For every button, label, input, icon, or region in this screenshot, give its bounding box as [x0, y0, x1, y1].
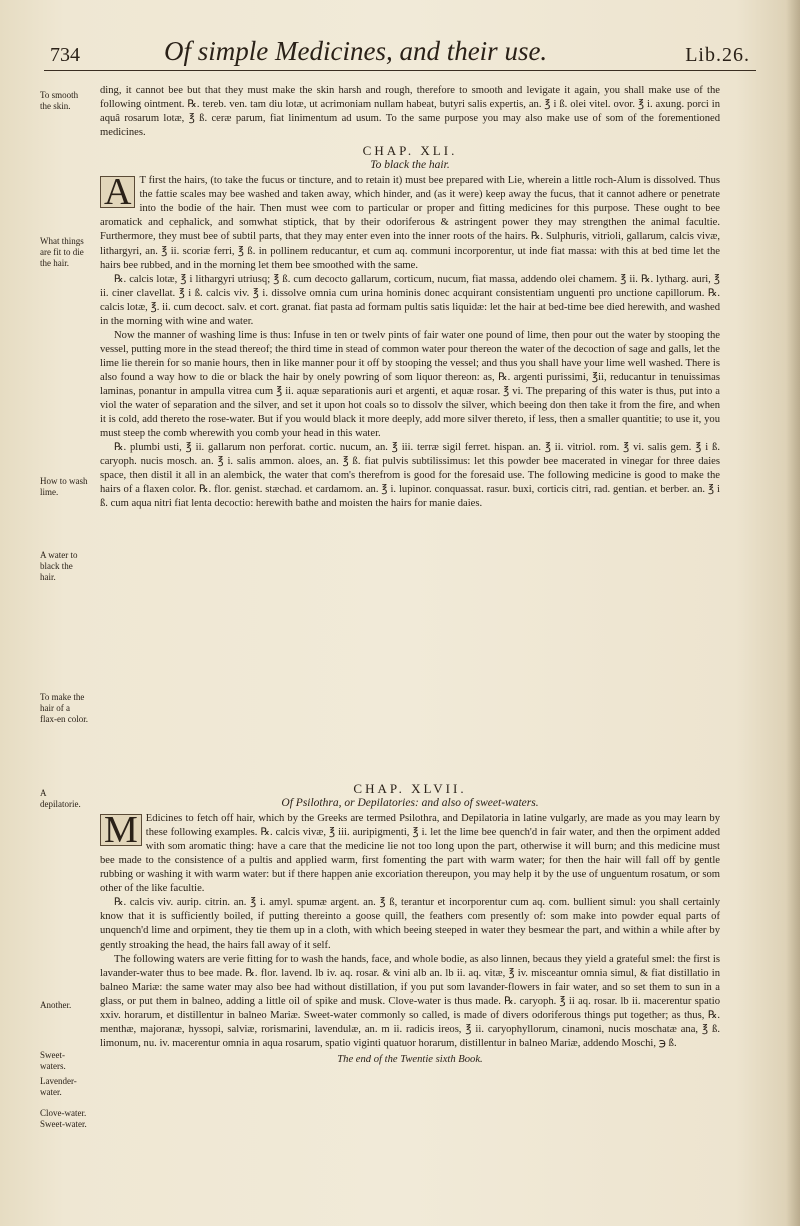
- book-reference: Lib.26.: [685, 44, 750, 66]
- text-block: [100, 84, 720, 511]
- paragraph: The following waters are verie fitting for to wash the hands, face, and whole bodie, as also linnen, becaus they yield a grateful smel: the first is lavander-water thus to bee made. ℞. flor. lavend. lb iv. aq. rosar. & vini alb an. lb ii. aq. vitæ, ℥ iv. misceantur omnia simul, & fiat distillatio in balneo Mariæ: the same water may also bee had without distillation, if you put som lavander-flowers in fair water, and so set them to sun in a glass, or put them in balneo, adding a little oil of spike and musk. Clove-water is thus made. ℞. caryoph. ℥ ii aq. rosar. lb ii. macerentur spatio xxiv. horarum, et distillentur in balneo Mariæ. Sweet-water commonly so called, is made of divers odoriferous things put together; as thus, ℞. menthæ, majoranæ, hyssopi, salviæ, rorismarini, lavendulæ, an. m ii. radicis ireos, ℥ ii. caryophyllorum, cinamoni, nucis moschatæ ana, ℥ ß. limonum, nu. iv. macerentur omnia in aqua rosarum, spatio viginti quatuor horarum, distillentur in balneo Mariæ, addendo Moschi, ℈ ß.: [100, 953, 720, 1049]
- margin-note: Another.: [40, 1000, 72, 1010]
- margin-note: A water to black the hair.: [40, 550, 78, 582]
- paragraph: ding, it cannot bee but that they must make the skin harsh and rough, therefore to smooth and levigate it again, you shall make use of the following ointment. ℞. tereb. ven. tam diu lotæ, ut acrimoniam nullam habeat, butyri salis expertis, an. ℥ i ß. olei vitel. ovor. ℥ i. axung. porci in aquâ rosarum lotæ, ℥ ß. ceræ parum, fiat linimentum ad usum. To the same purpose you may also make use of som of the forementioned medicines.: [100, 85, 720, 139]
- page-header: [44, 30, 756, 71]
- margin-note: How to wash lime.: [40, 476, 88, 497]
- paragraph-text: Edicines to fetch off hair, which by the Greeks are termed Psilothra, and Depilatoria in latine vulgarly, are made as you may learn by these following examples. ℞. calcis vivæ, ℥ iii. auripigmenti, ℥ i. let the lime bee quench'd in fair water, and then the orpiment added with som aromatic thing: have a care that the medicine lie not too long upon the part, otherwise it will burn; and this medicine must bee made to the consistence of a pultis and applied warm, first fomenting the part with warm water; for then the hair will fall off by gentle rubbing or washing it with warm water: but if there happen anie excoriation thereupon, you may help it by the use of unguentum rosatum, or som other of the like facultie.: [100, 813, 720, 895]
- paragraph: [100, 809, 720, 896]
- margin-note: A depilatorie.: [40, 788, 81, 809]
- drop-cap: A: [100, 176, 135, 208]
- paragraph: Now the manner of washing lime is thus: Infuse in ten or twelv pints of fair water one pound of lime, then pour out the water by stooping the vessel, putting more in the stead thereof; the third time in stead of common water pour thereon the water of the decoction of sage and galls, let the lime lie therein for so manie hours, then in like manner pour it off by stooping the vessel; and thus you shall have your lime well washed. There is also found a way how to die or black the hair by onely powring of som liquor thereon: as, ℞. argenti purissimi, ℥ii, reducantur in tenuissimas laminas, ponantur in ampulla vitrea cum ℥ ii. aquæ separationis auri et argenti, et aquæ rosar. ℥ vi. The preparing of this water is thus, put into a viol the water of separation and the silver, and set it upon hot coals so to dissolv the silver, which beeing don then take it from the fire, and when it is cold, add thereto the rose-water. But if you would black it more deeply, add more silver thereto, if less, then a smaller quantitie; to use it, you must steep the comb wherewith you comb your head in this water.: [100, 329, 720, 440]
- running-title: Of simple Medicines, and their use.: [164, 36, 548, 66]
- drop-cap: M: [100, 814, 142, 846]
- chapter-subtitle: Of Psilothra, or Depilatories: and also of sweet-waters.: [281, 797, 539, 810]
- margin-note: Clove-water. Sweet-water.: [40, 1108, 87, 1129]
- margin-note: Sweet-waters.: [40, 1050, 66, 1071]
- paragraph: ℞. plumbi usti, ℥ ii. gallarum non perforat. cortic. nucum, an. ℥ iii. terræ sigil ferret. hispan. an. ℥ ii. vitriol. rom. ℥ vi. salis gem. ℥ i ß. caryoph. nucis mosch. an. ℥ i. salis ammon. aloes, an. ℥ ß. fiat pulvis subtilissimus: let this powder bee macerated in vinegar for three daies space, then distil it all in an alembick, the water that com's therefrom is good for the foresaid use. The following medicine is good to make the hairs of a flaxen color. ℞. flor. genist. stæchad. et cardamom. an. ℥ i. lupinor. conquassat. rasur. buxi, corticis citri, rad. gentian. et berber. an. ℥ i ß. cum aqua nitri fiat lenta decoctio: herewith bathe and moisten the hairs for manie daies.: [100, 442, 720, 510]
- chapter-subtitle: To black the hair.: [370, 159, 450, 172]
- text-block-chapter-47: [100, 778, 720, 1067]
- chapter-heading: CHAP. XLVII.: [353, 781, 467, 796]
- margin-note: What things are fit to die the hair.: [40, 236, 84, 268]
- page-number: 734: [50, 44, 80, 66]
- margin-note: To make the hair of a flax-en color.: [40, 692, 88, 724]
- margin-note: Lavender-water.: [40, 1076, 77, 1097]
- book-closing-line: The end of the Twentie sixth Book.: [337, 1053, 483, 1065]
- paragraph: ℞. calcis lotæ, ℥ i lithargyri utriusq; ℥ ß. cum decocto gallarum, corticum, nucum, fiat massa, addendo olei chamem. ℥ ii. ℞. lytharg. auri, ℥ ii. ciner clavellat. ℥ i ß. calcis viv. ℥ i. dissolve omnia cum urina hominis donec acquirant consistentiam unguenti pro unctione capillorum. ℞. calcis lotæ, ℥. ii. cum decoct. salv. et cort. granat. fiat pasta ad formam pultis satis liquidæ: let the hair at bed-time bee died herewith, and washed in the morning with wine and water.: [100, 273, 720, 327]
- chapter-heading: CHAP. XLI.: [362, 143, 458, 159]
- paragraph-text: T first the hairs, (to take the fucus or tincture, and to retain it) must bee prepared with Lie, wherein a little roch-Alum is dissolved. Thus the fattie scales may bee washed and taken away, which hinder, and (as it were) keep away the fucus, that it cannot adhere or penetrate into the bodie of the hair. Then must wee com to particular or proper and fitting medicines for this purpose. These ought to bee aromatick and cephalick, and somwhat stiptick, that by their odoriferous & astringent power they may strengthen the animal facultie. Furthermore, they must bee of subtil parts, that they may enter even into the inner roots of the hairs. ℞. Sulphuris, vitrioli, gallarum, calcis vivæ, lithargyri, an. ℥ ii. scoriæ ferri, ℥ ß. in pollinem reducantur, et cum aq. communi incorporentur, ut inde fiat massa: with this at bed time let the hairs bee rubbed, and in the morning let them bee smoothed with the same.: [100, 175, 720, 271]
- margin-note: To smooth the skin.: [40, 90, 79, 111]
- paragraph: ℞. calcis viv. aurip. citrin. an. ℥ i. amyl. spumæ argent. an. ℥ ß, terantur et incorporentur cum aq. com. bullient simul: you shall certainly know that it is sufficiently boiled, if putting thereinto a goose quill, the feathers com presently of: som make into powder equal parts of unquench'd lime and orpiment, they tie them up in a cloth, with which beeing steeped in water they besmear the part, and within a while after by gently stroaking the head, the hairs fall away of it self.: [100, 897, 720, 951]
- paragraph: [100, 171, 720, 272]
